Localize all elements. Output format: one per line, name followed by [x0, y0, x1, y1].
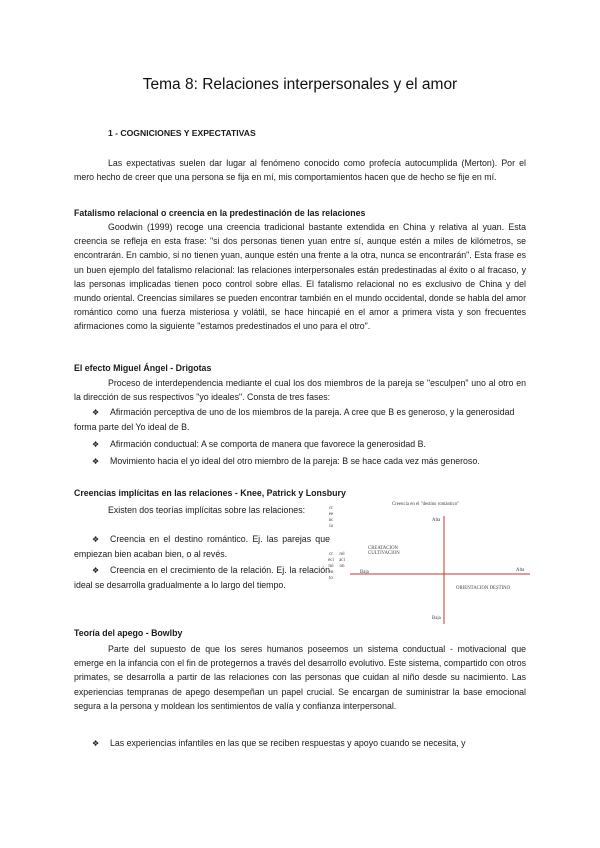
vertical-label-relacion: relacion	[339, 552, 345, 569]
diamond-bullet-icon: ❖	[92, 440, 100, 449]
list-item-text: Afirmación perceptiva de uno de los miembros de la pareja. A cree que B es generoso, y la generosidad forma parte del Yo ideal de B.	[74, 407, 515, 433]
list-item	[74, 437, 526, 452]
diamond-bullet-icon: ❖	[92, 566, 100, 575]
list-item-text: Creencia en el destino romántico. Ej. las parejas que empiezan bien acaban bien, o al revés.	[74, 534, 330, 560]
paragraph-apego: Parte del supuesto de que los seres humanos poseemos un sistema conductual - motivacional que emerge en la infancia con el fin de protegernos a través del desarrollo evolutivo. Este sistema, compartido con otros primates, se desarrolla a partir de las relaciones con las personas que cuidan al niño desde su nacimiento. Las experiencias tempranas de apego desempeñan un papel crucial. Se encargan de suministrar la base emocional segura a la persona y moldean los sentimientos de valía y confianza interpersonal.	[74, 644, 526, 711]
quadrant-destiny-label: ORIENTACION DESTINO	[456, 586, 511, 591]
paragraph-expectativas: Las expectativas suelen dar lugar al fenómeno conocido como profecía autocumplida (Merton). Por el mero hecho de creer que una persona se fija en mí, mis comportamientos hacen que de hecho se fije en mí.	[74, 158, 526, 183]
axis-top-label: Alta	[432, 518, 441, 523]
list-item	[74, 454, 526, 469]
list-item	[74, 736, 526, 751]
quadrant-cultivation-label: CREATACION CULTIVACION	[368, 546, 400, 556]
vertical-label-crecimiento: crecimiento	[328, 552, 334, 581]
section-heading: 1 - COGNICIONES Y EXPECTATIVAS	[108, 128, 256, 138]
diamond-bullet-icon: ❖	[92, 457, 100, 466]
list-item-text: Creencia en el crecimiento de la relación. Ej. la relación ideal se desarrolla gradualmente a lo largo del tiempo.	[74, 565, 330, 591]
list-item	[74, 405, 526, 434]
diamond-bullet-icon: ❖	[92, 408, 100, 417]
subheading-miguel-angel: El efecto Miguel Ángel - Drigotas	[74, 363, 212, 373]
diamond-bullet-icon: ❖	[92, 535, 100, 544]
vertical-label-creencia: creencia	[328, 506, 334, 529]
axis-bottom-label: Baja	[432, 616, 441, 621]
diagram-title: Creencia en el "destino romántico"	[392, 502, 460, 507]
page-title: Tema 8: Relaciones interpersonales y el amor	[142, 76, 458, 93]
axis-right-label: Alta	[516, 568, 525, 573]
paragraph-creencias-intro: Existen dos teorías implícitas sobre las relaciones:	[108, 505, 306, 515]
diamond-bullet-icon: ❖	[92, 739, 100, 748]
beliefs-quadrant-diagram	[320, 498, 530, 624]
axis-left-label: Baja	[360, 570, 369, 575]
subheading-fatalismo: Fatalismo relacional o creencia en la predestinación de las relaciones	[74, 208, 366, 218]
subheading-creencias: Creencias implícitas en las relaciones - Knee, Patrick y Lonsbury	[74, 488, 346, 498]
list-item-text: Las experiencias infantiles en las que se reciben respuestas y apoyo cuando se necesita, y	[110, 738, 466, 748]
list-item-text: Afirmación conductual: A se comporta de manera que favorece la generosidad B.	[110, 439, 426, 449]
list-item	[74, 563, 330, 592]
subheading-apego: Teoría del apego - Bowlby	[74, 628, 183, 638]
paragraph-miguel-angel: Proceso de interdependencia mediante el cual los dos miembros de la pareja se "esculpen" uno al otro en la dirección de sus respectivos "yo ideales". Consta de tres fases:	[74, 378, 526, 403]
diagram-axes	[320, 498, 530, 624]
paragraph-fatalismo: Goodwin (1999) recoge una creencia tradicional bastante extendida en China y relativa al yuan. Esta creencia se refleja en esta frase: "si dos personas tienen yuan entre sí, aunque estén a miles de kilómetros, se encontrarán. En cambio, si no tienen yuan, aunque estén una frente a la otra, nunca se encontrarán". Esta frase es un buen ejemplo del fatalismo relacional: las relaciones interpersonales están predestinadas al éxito o al fracaso, y las personas implicadas tienen poco control sobre ellas. El fatalismo relacional no es exclusivo de China y del mundo oriental. Creencias similares se pueden encontrar también en el mundo occidental, donde se habla del amor romántico como una fuerza misteriosa y volátil, se hace hincapié en el amor a primera vista y son frecuentes afirmaciones como la siguiente "estamos predestinados el uno para el otro".	[74, 222, 526, 332]
list-item-text: Movimiento hacia el yo ideal del otro miembro de la pareja: B se hace cada vez más generoso.	[110, 456, 480, 466]
list-item	[74, 532, 330, 561]
